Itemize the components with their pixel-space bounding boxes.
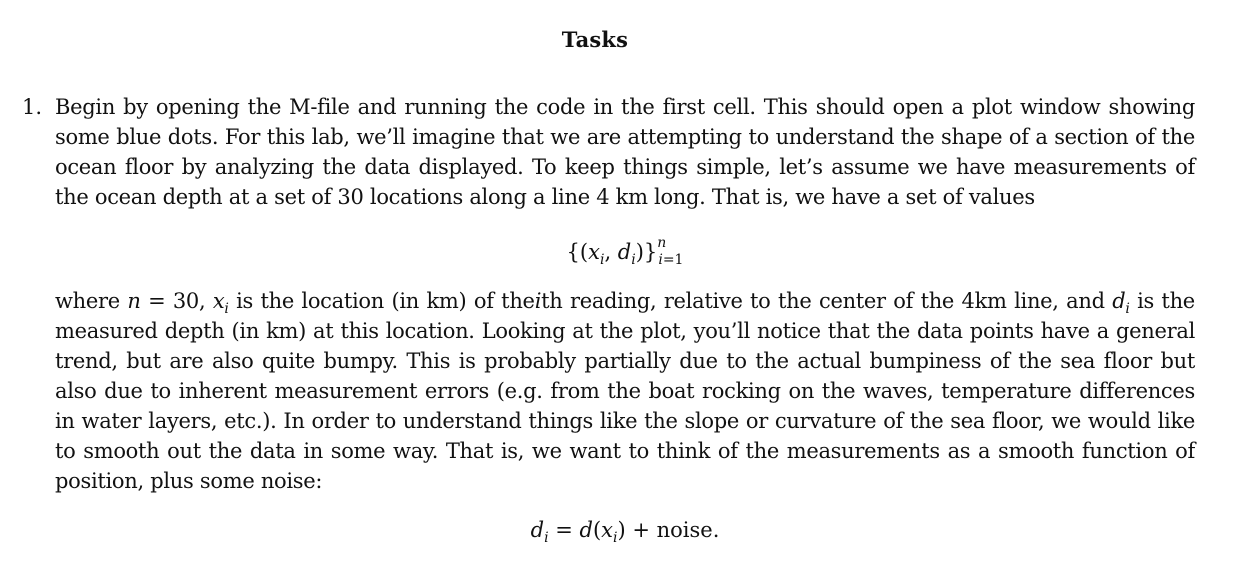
- equation-noise-model: $d_i = d(x_i)$ + noise.: [530, 518, 720, 547]
- math-sub-i-2: i: [1125, 301, 1130, 318]
- para2-location: is the location (in km) of the: [236, 289, 535, 313]
- para2-thirty: 30,: [172, 289, 206, 313]
- paragraph-explanation: [55, 286, 1195, 496]
- math-i: i: [534, 289, 542, 313]
- section-title: Tasks: [561, 27, 629, 52]
- list-item-number: 1.: [22, 95, 43, 119]
- math-xi: [212, 289, 229, 318]
- math-d: d: [1112, 289, 1126, 313]
- math-sub-i: i: [224, 301, 229, 318]
- math-di: [1112, 289, 1130, 318]
- para2-where: where: [55, 289, 120, 313]
- paragraph-intro: Begin by opening the M-file and running the code in the first cell. This should open a plot window showing some blue dots. For this lab, we’ll imagine that we are attempting to understand the shape of a section of the ocean floor by analyzing the data displayed. To keep things simple, let’s assume we have measurements of the ocean depth at a set of 30 locations along a line 4 km long. That is, we have a set of values: [55, 95, 1195, 209]
- math-x: x: [212, 289, 225, 313]
- math-n: n =: [127, 289, 166, 313]
- equation-data-set: {($x_i$, $d_i)\}^n_{i=1}$: [566, 235, 684, 269]
- para2-reading: th reading, relative to the center of the 4km line, and: [541, 289, 1105, 313]
- para2-rest: is the measured depth (in km) at this location. Looking at the plot, you’ll notice that the data points have a general trend, but are also quite bumpy. This is probably partially due to the actual bumpiness of the sea floor but also due to inherent measurement errors (e.g. from the boat rocking on the waves, temperature differences in water layers, etc.). In order to understand things like the slope or curvature of the sea floor, we would like to smooth out the data in some way. That is, we want to think of the measurements as a smooth function of position, plus some noise:: [55, 289, 1195, 493]
